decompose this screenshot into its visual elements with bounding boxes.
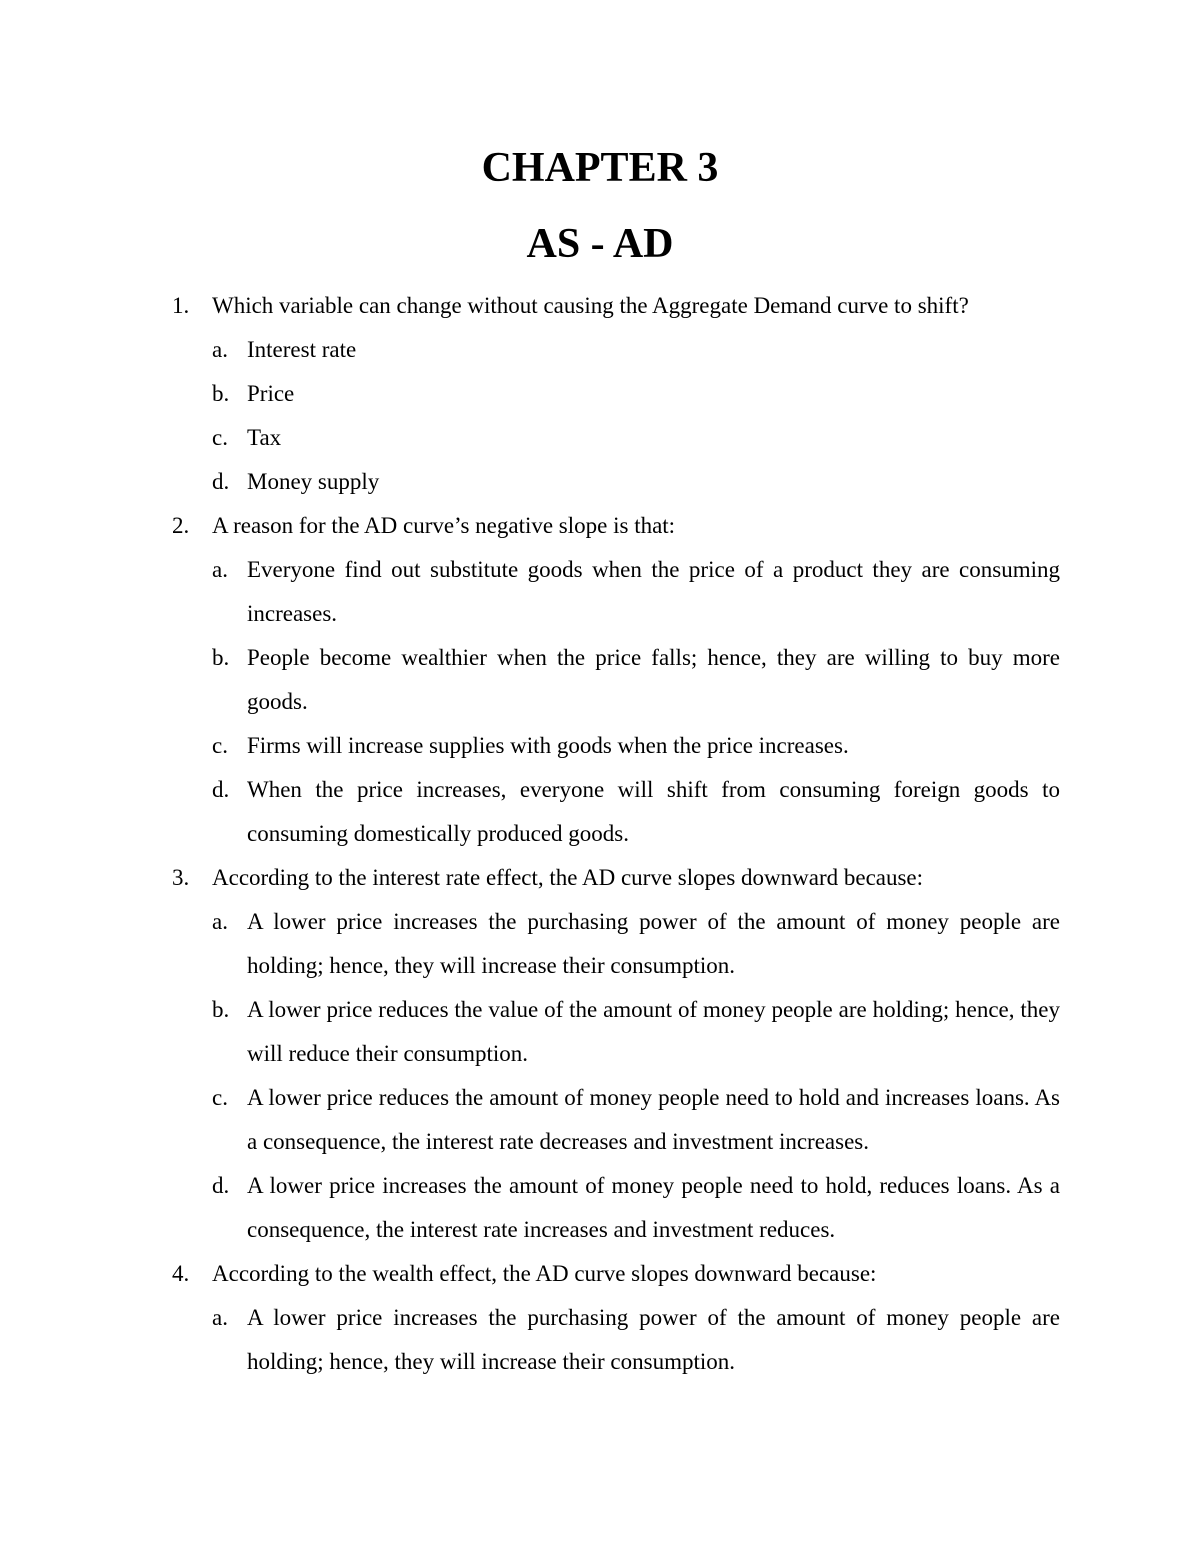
option-text: Everyone find out substitute goods when the price of a product they are consuming increases.	[247, 557, 1060, 626]
option-text: A lower price increases the purchasing power of the amount of money people are holding; hence, they will increase their consumption.	[247, 909, 1060, 978]
option-letter: c.	[212, 1085, 228, 1110]
option-text: People become wealthier when the price falls; hence, they are willing to buy more goods.	[247, 645, 1060, 714]
option-text: When the price increases, everyone will shift from consuming foreign goods to consuming domestically produced goods.	[247, 777, 1060, 846]
chapter-title: CHAPTER 3	[481, 145, 719, 191]
question-number: 2.	[172, 513, 190, 538]
option-letter: c.	[212, 425, 228, 450]
question-1	[0, 284, 1200, 328]
answer-option	[0, 1164, 1200, 1252]
chapter-subtitle: AS - AD	[526, 221, 674, 267]
question-list	[0, 284, 1200, 1384]
option-letter: a.	[212, 557, 228, 582]
question-text: A reason for the AD curve’s negative slope is that:	[212, 513, 676, 538]
option-letter: a.	[212, 337, 228, 362]
answer-option	[0, 416, 1200, 460]
option-letter: b.	[212, 381, 230, 406]
question-number: 3.	[172, 865, 190, 890]
question-number: 4.	[172, 1261, 190, 1286]
answer-option	[0, 1076, 1200, 1164]
option-letter: d.	[212, 469, 230, 494]
question-text: Which variable can change without causing the Aggregate Demand curve to shift?	[212, 293, 969, 318]
answer-option	[0, 988, 1200, 1076]
option-letter: b.	[212, 997, 230, 1022]
answer-option	[0, 328, 1200, 372]
option-text: A lower price increases the purchasing power of the amount of money people are holding; hence, they will increase their consumption.	[247, 1305, 1060, 1374]
option-text: Price	[247, 381, 295, 406]
question-text: According to the interest rate effect, the AD curve slopes downward because:	[212, 865, 924, 890]
answer-option	[0, 460, 1200, 504]
answer-option	[0, 636, 1200, 724]
option-text: Interest rate	[247, 337, 357, 362]
option-letter: a.	[212, 909, 228, 934]
option-text: A lower price increases the amount of money people need to hold, reduces loans. As a consequence, the interest rate increases and investment reduces.	[247, 1173, 1060, 1242]
option-letter: b.	[212, 645, 230, 670]
question-2	[0, 504, 1200, 548]
option-letter: d.	[212, 1173, 230, 1198]
question-text: According to the wealth effect, the AD curve slopes downward because:	[212, 1261, 877, 1286]
option-text: A lower price reduces the value of the amount of money people are holding; hence, they will reduce their consumption.	[247, 997, 1060, 1066]
option-text: Tax	[247, 425, 282, 450]
question-number: 1.	[172, 293, 190, 318]
option-text: Firms will increase supplies with goods when the price increases.	[247, 733, 849, 758]
answer-option	[0, 372, 1200, 416]
option-letter: d.	[212, 777, 230, 802]
answer-option	[0, 768, 1200, 856]
answer-option	[0, 1296, 1200, 1384]
option-text: Money supply	[247, 469, 380, 494]
option-letter: a.	[212, 1305, 228, 1330]
option-letter: c.	[212, 733, 228, 758]
answer-option	[0, 900, 1200, 988]
question-3	[0, 856, 1200, 900]
option-text: A lower price reduces the amount of money people need to hold and increases loans. As a consequence, the interest rate decreases and investment increases.	[247, 1085, 1060, 1154]
answer-option	[0, 548, 1200, 636]
answer-option	[0, 724, 1200, 768]
question-4	[0, 1252, 1200, 1296]
